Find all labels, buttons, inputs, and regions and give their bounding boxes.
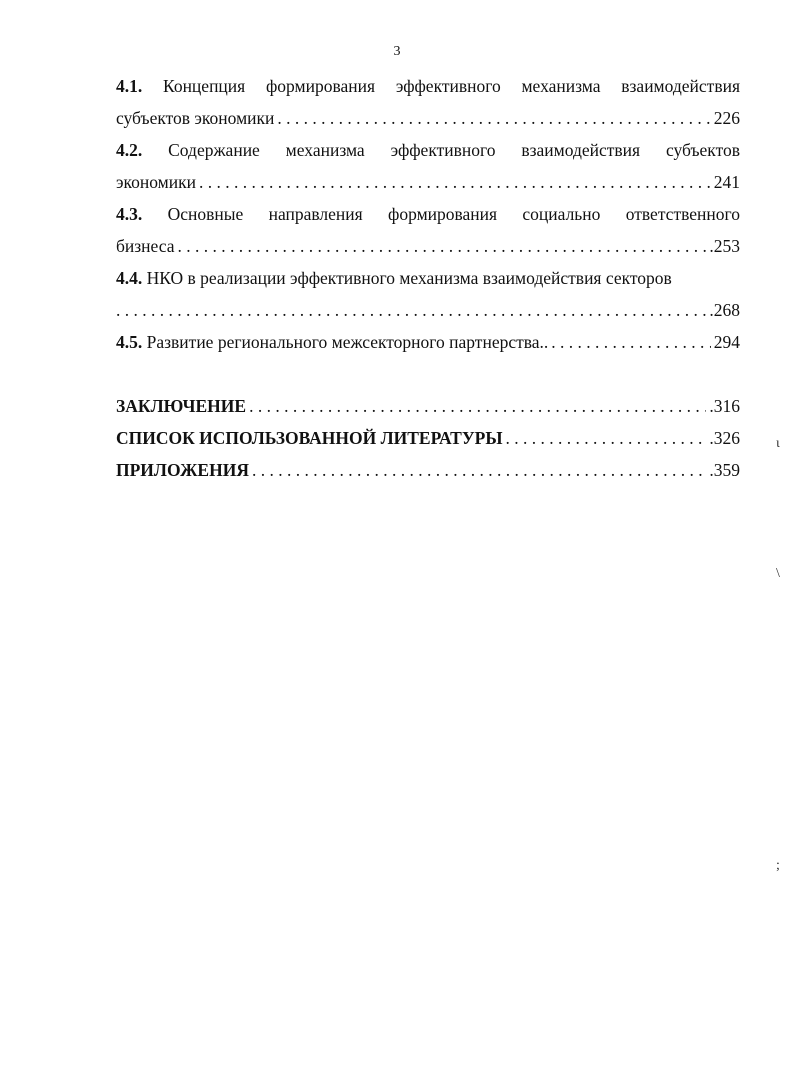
table-of-contents xyxy=(116,70,740,486)
toc-entry-number: 4.4. xyxy=(116,268,143,288)
toc-entry-text-cont: бизнеса xyxy=(116,236,175,256)
scan-mark: \ xyxy=(776,566,780,581)
toc-page-number: .316 xyxy=(709,396,740,416)
toc-entry-number: 4.1. xyxy=(116,76,143,96)
toc-entry-text: Развитие регионального межсекторного партнерства.. xyxy=(146,332,549,352)
toc-entry-text: Основные направления формирования социально ответственного xyxy=(167,204,740,224)
toc-entry-4-4 xyxy=(116,262,740,326)
toc-entry-4-1 xyxy=(116,70,740,134)
dot-leader xyxy=(252,454,706,486)
dot-leader xyxy=(116,294,706,326)
toc-entry-text-cont: экономики xyxy=(116,172,196,192)
dot-leader xyxy=(199,166,711,198)
toc-entry-title xyxy=(116,70,740,102)
toc-page-number: .359 xyxy=(709,460,740,480)
page-number: 3 xyxy=(393,44,401,59)
toc-entry-title xyxy=(116,198,740,230)
toc-section-appendices xyxy=(116,454,740,486)
toc-page-number: .326 xyxy=(709,428,740,448)
toc-page-number: .253 xyxy=(709,236,740,256)
dot-leader xyxy=(249,390,706,422)
toc-entry-text: Концепция формирования эффективного механизма взаимодействия xyxy=(163,76,741,96)
toc-entry-continuation xyxy=(116,102,740,134)
toc-entry-continuation xyxy=(116,294,740,326)
toc-entry-continuation xyxy=(116,166,740,198)
scan-mark: ι xyxy=(776,436,780,451)
toc-entry-text-cont: субъектов экономики xyxy=(116,108,275,128)
toc-entry-number: 4.3. xyxy=(116,204,143,224)
toc-page-number: 226 xyxy=(713,108,740,128)
toc-page-number: .268 xyxy=(709,300,740,320)
toc-section-title: ПРИЛОЖЕНИЯ xyxy=(116,460,249,480)
toc-entry-text: Содержание механизма эффективного взаимодействия субъектов xyxy=(168,140,741,160)
toc-section-title: ЗАКЛЮЧЕНИЕ xyxy=(116,396,247,416)
toc-section-references xyxy=(116,422,740,454)
toc-entry-number: 4.5. xyxy=(116,332,143,352)
toc-entry-title xyxy=(116,262,740,294)
toc-page-number: 241 xyxy=(713,172,740,192)
toc-entry-title xyxy=(116,326,740,358)
toc-entry-4-3 xyxy=(116,198,740,262)
toc-entry-continuation xyxy=(116,230,740,262)
toc-entry-4-2 xyxy=(116,134,740,198)
toc-section-title: СПИСОК ИСПОЛЬЗОВАННОЙ ЛИТЕРАТУРЫ xyxy=(116,428,503,448)
dot-leader xyxy=(506,422,707,454)
toc-entry-text: НКО в реализации эффективного механизма взаимодействия секторов xyxy=(146,268,672,288)
dot-leader xyxy=(178,230,707,262)
toc-page-number: 294 xyxy=(713,332,740,352)
toc-section-conclusion xyxy=(116,390,740,422)
toc-entry-title xyxy=(116,134,740,166)
dot-leader xyxy=(551,326,710,358)
dot-leader xyxy=(277,102,710,134)
toc-entry-4-5 xyxy=(116,326,740,358)
toc-entry-number: 4.2. xyxy=(116,140,143,160)
scan-mark: ; xyxy=(776,858,780,873)
